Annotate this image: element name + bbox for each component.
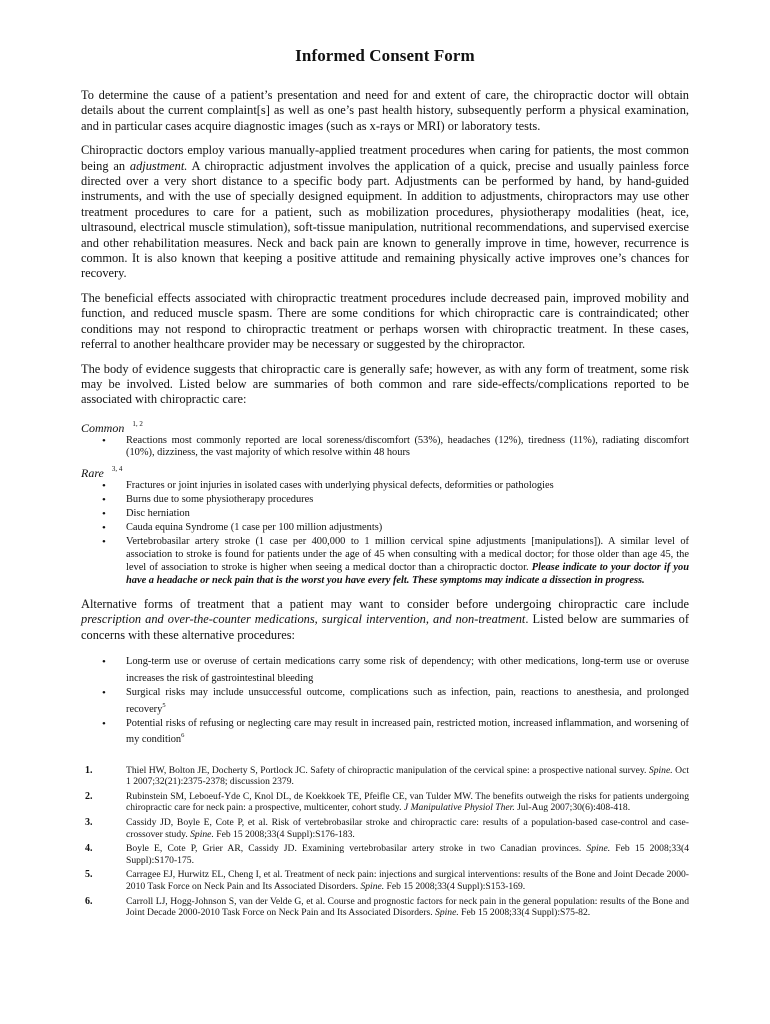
list-item: • Potential risks of refusing or neglecting care may result in increased pain, restricted motion, increased inflammation, and worsening of my condition$^6$ — [126, 718, 689, 747]
reference-item: 2. Rubinstein SM, Leboeuf-Yde C, Knol DL, de Koekkoek TE, Pfeifle CE, van Tulder MW. The benefits outweigh the risks for patients undergoing chiropractic care for neck pain: a prospective, multicenter, cohort study. J Manipulative Physiol Ther. Jul-Aug 2007;30(6):408-418. — [85, 790, 689, 814]
rare-label: Rare — [81, 465, 104, 480]
rare-effects-list — [81, 480, 689, 588]
consent-document — [81, 46, 689, 922]
reference-item: 4. Boyle E, Cote P, Grier AR, Cassidy JD. Examining vertebrobasilar artery stroke in two Canadian provinces. Spine. Feb 15 2008;33(4 Suppl):S170-175. — [85, 843, 690, 866]
evidence-paragraph: The body of evidence suggests that chiropractic care is generally safe; however, as with any form of treatment, some risk may be involved. Listed below are summaries of both common and rare side-effects/complications reported to be associated with chiropractic care: — [81, 361, 689, 407]
document-title: Informed Consent Form — [295, 46, 475, 65]
reference-item: 1. Thiel HW, Bolton JE, Docherty S, Portlock JC. Safety of chiropractic manipulation of the cervical spine: a prospective national survey. Spine. Oct 1 2007;32(21):2375-2378; discussion 2379. — [85, 764, 689, 788]
alternatives-list — [81, 656, 689, 747]
list-item-stroke — [126, 536, 689, 587]
list-item: • Long-term use or overuse of certain medications carry some risk of dependency; with other medications, long-term use or overuse increases the risk of gastrointestinal bleeding — [126, 656, 689, 685]
treatment-text-start: Chiropractic doctors employ various manually-applied treatment procedures when caring for patients, the most common being an — [81, 143, 689, 173]
references-list — [81, 765, 689, 919]
list-item: • Burns due to some physiotherapy procedures — [126, 494, 689, 507]
list-item: • Surgical risks may include unsuccessful outcome, complications such as infection, pain, reactions to anesthesia, and prolonged recovery$^5$ — [126, 687, 689, 716]
treatment-text-rest: A chiropractic adjustment involves the application of a quick, precise and usually painless force directed over a very short distance to a specific body part. Adjustments can be performed by hand, by hand-guided instruments, and with the use of specially designed equipment. In addition to adjustments, chiropractors may use other treatment procedures to care for a patient, such as mobilization procedures, physiotherapy modalities (heat, ice, ultrasound, electrical muscle stimulation), soft-tissue manipulation, nutritional recommendations, and supervised exercise and other rehabilitation measures. Neck and back pain are known to generally improve in time, however, recurrence is common. It is also known that keeping a positive attitude and remaining physically active improves one’s chances for recovery. — [81, 158, 689, 281]
alternatives-paragraph — [81, 597, 689, 643]
adjustment-term: adjustment. — [129, 158, 188, 173]
common-heading — [81, 417, 689, 435]
list-item: • Fractures or joint injuries in isolated cases with underlying physical defects, deformities or pathologies — [126, 480, 689, 493]
rare-heading — [81, 462, 689, 480]
stroke-warning: Please indicate to your doctor if you have a headache or neck pain that is the worst you have every felt. These symptoms may indicate a dissection in progress. — [126, 561, 690, 586]
common-refs: 1, 2 — [132, 419, 143, 428]
reference-item: 5. Carragee EJ, Hurwitz EL, Cheng I, et al. Treatment of neck pain: injections and surgical interventions: results of the Bone and Joint Decade 2000-2010 Task Force on Neck Pain and Its Associated Disorders. Spine. Feb 15 2008;33(4 Suppl):S153-169. — [85, 869, 689, 893]
list-item: • Reactions most commonly reported are local soreness/discomfort (53%), headaches (12%), tiredness (11%), radiating discomfort (10%), dizziness, the vast majority of which resolve within 48 hours — [126, 435, 689, 460]
alternatives-text-start: Alternative forms of treatment that a patient may want to consider before undergoing chiropractic care include — [81, 596, 689, 611]
ref-sup-5: 5 — [162, 701, 166, 709]
stroke-text: Vertebrobasilar artery stroke (1 case per 400,000 to 1 million cervical spine adjustments [manipulations]). A similar level of association to stroke is found for patients under the age of 45 when consulting with a medical doctor; for those older than age 45, the level of association to stroke is higher when seeing a medical doctor than a chiropractic doctor. — [126, 536, 689, 573]
benefits-paragraph: The beneficial effects associated with chiropractic treatment procedures include decreased pain, improved mobility and function, and reduced muscle spasm. There are some conditions for which chiropractic care is contraindicated; other conditions may not respond to chiropractic treatment or perhaps worsen with chiropractic treatment. In these cases, referral to another healthcare provider may be necessary or suggested by the chiropractor. — [81, 290, 689, 352]
common-effects-list — [81, 435, 689, 460]
rare-refs: 3, 4 — [111, 464, 123, 473]
list-item: • Cauda equina Syndrome (1 case per 100 million adjustments) — [126, 522, 689, 535]
list-item: • Disc herniation — [126, 508, 689, 521]
intro-paragraph: To determine the cause of a patient’s presentation and need for and extent of care, the chiropractic doctor will obtain details about the current complaint[s] as well as one’s past health history, subsequently perform a physical examination, and in particular cases acquire diagnostic images (such as x-rays or MRI) or laboratory tests. — [81, 88, 689, 133]
treatment-paragraph — [81, 143, 689, 282]
common-label: Common — [81, 420, 125, 435]
ref-sup-6: 6 — [181, 732, 185, 740]
alternatives-options: prescription and over-the-counter medications, surgical intervention, and non-treatment — [81, 612, 526, 627]
alternatives-text-rest: . Listed below are summaries of concerns with these alternative procedures: — [81, 612, 689, 642]
reference-item: 6. Carroll LJ, Hogg-Johnson S, van der Velde G, et al. Course and prognostic factors for neck pain in the general population: results of the Bone and Joint Decade 2000-2010 Task Force on Neck Pain and Its Associated Disorders. Spine. Feb 15 2008;33(4 Suppl):S75-82. — [85, 895, 689, 919]
reference-item: 3. Cassidy JD, Boyle E, Cote P, et al. Risk of vertebrobasilar stroke and chiropractic care: results of a population-based case-control and case-crossover study. Spine. Feb 15 2008;33(4 Suppl):S176-183. — [85, 817, 689, 840]
